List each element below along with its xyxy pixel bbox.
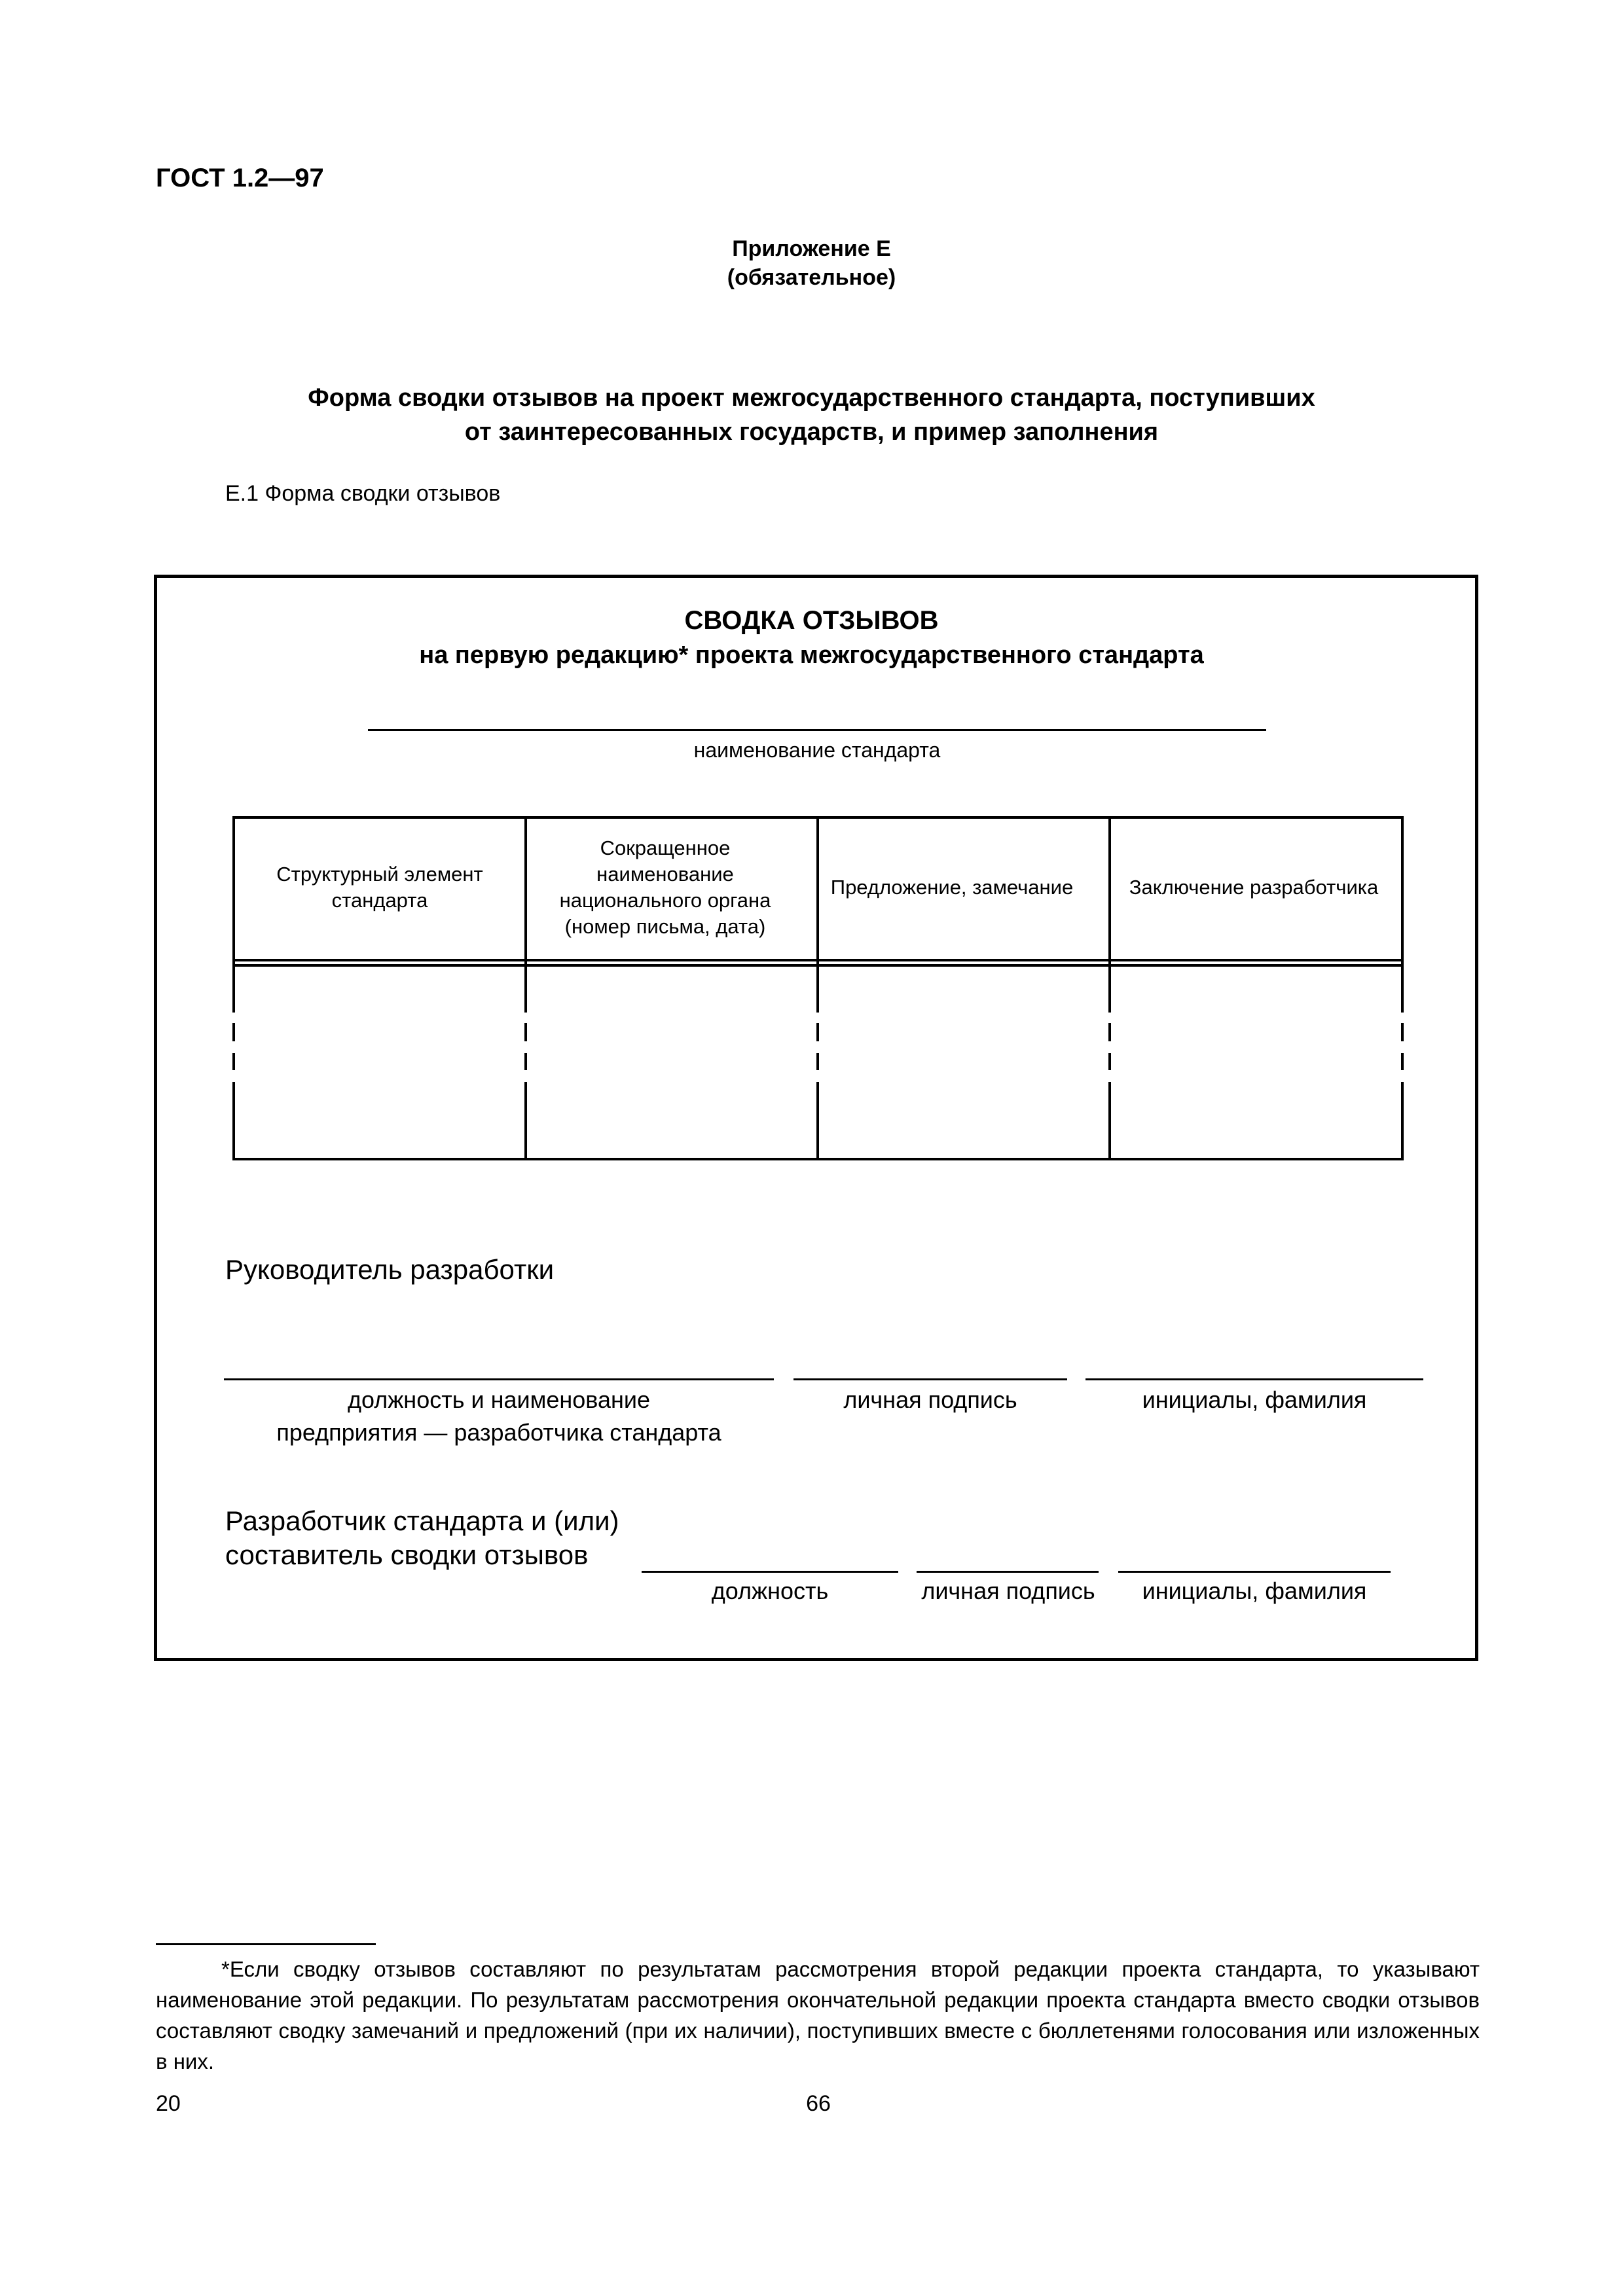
table-line-break <box>231 1041 236 1053</box>
table-line-break <box>815 1070 820 1082</box>
head-position-caption-line-1: должность и наименование <box>347 1386 651 1413</box>
table-col-line-4 <box>1401 816 1404 1160</box>
document-code: ГОСТ 1.2—97 <box>156 164 324 192</box>
head-position-line <box>224 1378 774 1380</box>
page-number-left: 20 <box>156 2091 181 2116</box>
developer-position-caption: должность <box>711 1577 829 1604</box>
standard-name-line <box>368 729 1266 731</box>
table-col-line-3 <box>1108 816 1111 1160</box>
footnote: *Если сводку отзывов составляют по результатам рассмотрения второй редакции проекта стандарта, то указывают наименование этой редакции. По результатам рассмотрения окончательной редакции проекта стандарта вместо сводки отзывов составляют сводку замечаний и предложений (при их наличии), поступивших вместе с бюллетенями голосования или изложенных в них. <box>156 1957 1480 2073</box>
head-position-caption-line-2: предприятия — разработчика стандарта <box>276 1419 721 1446</box>
developer-signature-line <box>917 1571 1099 1573</box>
table-line-break <box>1400 1070 1405 1082</box>
appendix-status: (обязательное) <box>727 265 896 290</box>
footnote-rule <box>156 1943 376 1945</box>
developer-signature-caption: личная подпись <box>921 1577 1095 1604</box>
table-col-line-2 <box>816 816 819 1160</box>
appendix-heading <box>0 234 1623 292</box>
table-col-line-1 <box>524 816 527 1160</box>
developer-position-line <box>642 1571 898 1573</box>
appendix-title: Приложение Е <box>732 236 891 261</box>
developer-name-caption: инициалы, фамилия <box>1142 1577 1367 1604</box>
section-label: Е.1 Форма сводки отзывов <box>225 481 501 506</box>
table-line-break <box>523 1041 528 1053</box>
table-line-break <box>523 1070 528 1082</box>
table-line-break <box>1107 1041 1112 1053</box>
summary-subtitle: на первую редакцию* проекта межгосударственного стандарта <box>419 641 1204 669</box>
head-signature-line <box>793 1378 1067 1380</box>
form-title-line-1: Форма сводки отзывов на проект межгосударственного стандарта, поступивших <box>308 384 1315 412</box>
table-header-developer-conclusion: Заключение разработчика <box>1129 876 1379 899</box>
form-title-line-2: от заинтересованных государств, и пример заполнения <box>464 418 1159 446</box>
head-position-caption <box>224 1384 774 1449</box>
developer-label-line-1: Разработчик стандарта и (или) <box>225 1505 619 1536</box>
developer-label <box>225 1504 619 1572</box>
form-title <box>0 381 1623 449</box>
table-col-line-0 <box>232 816 235 1160</box>
page-number-center: 66 <box>806 2091 831 2116</box>
table-line-break <box>231 1070 236 1082</box>
head-signature-caption: личная подпись <box>843 1386 1017 1413</box>
head-name-caption: инициалы, фамилия <box>1142 1386 1367 1413</box>
table-line-break <box>1400 1041 1405 1053</box>
table-line-break <box>815 1041 820 1053</box>
head-name-line <box>1085 1378 1423 1380</box>
standard-name-caption: наименование стандарта <box>693 738 941 762</box>
summary-title: СВОДКА ОТЗЫВОВ <box>684 606 939 635</box>
table-header-proposal: Предложение, замечание <box>830 876 1074 899</box>
table-line-break <box>1107 1070 1112 1082</box>
reviews-table <box>232 816 1404 1160</box>
developer-label-line-2: составитель сводки отзывов <box>225 1539 589 1570</box>
developer-name-line <box>1118 1571 1391 1573</box>
head-of-development-label: Руководитель разработки <box>225 1254 555 1285</box>
table-header-national-body: Сокращенное наименование национального органа (номер письма, дата) <box>559 836 771 938</box>
table-header-structural-element: Структурный элемент стандарта <box>276 863 483 912</box>
